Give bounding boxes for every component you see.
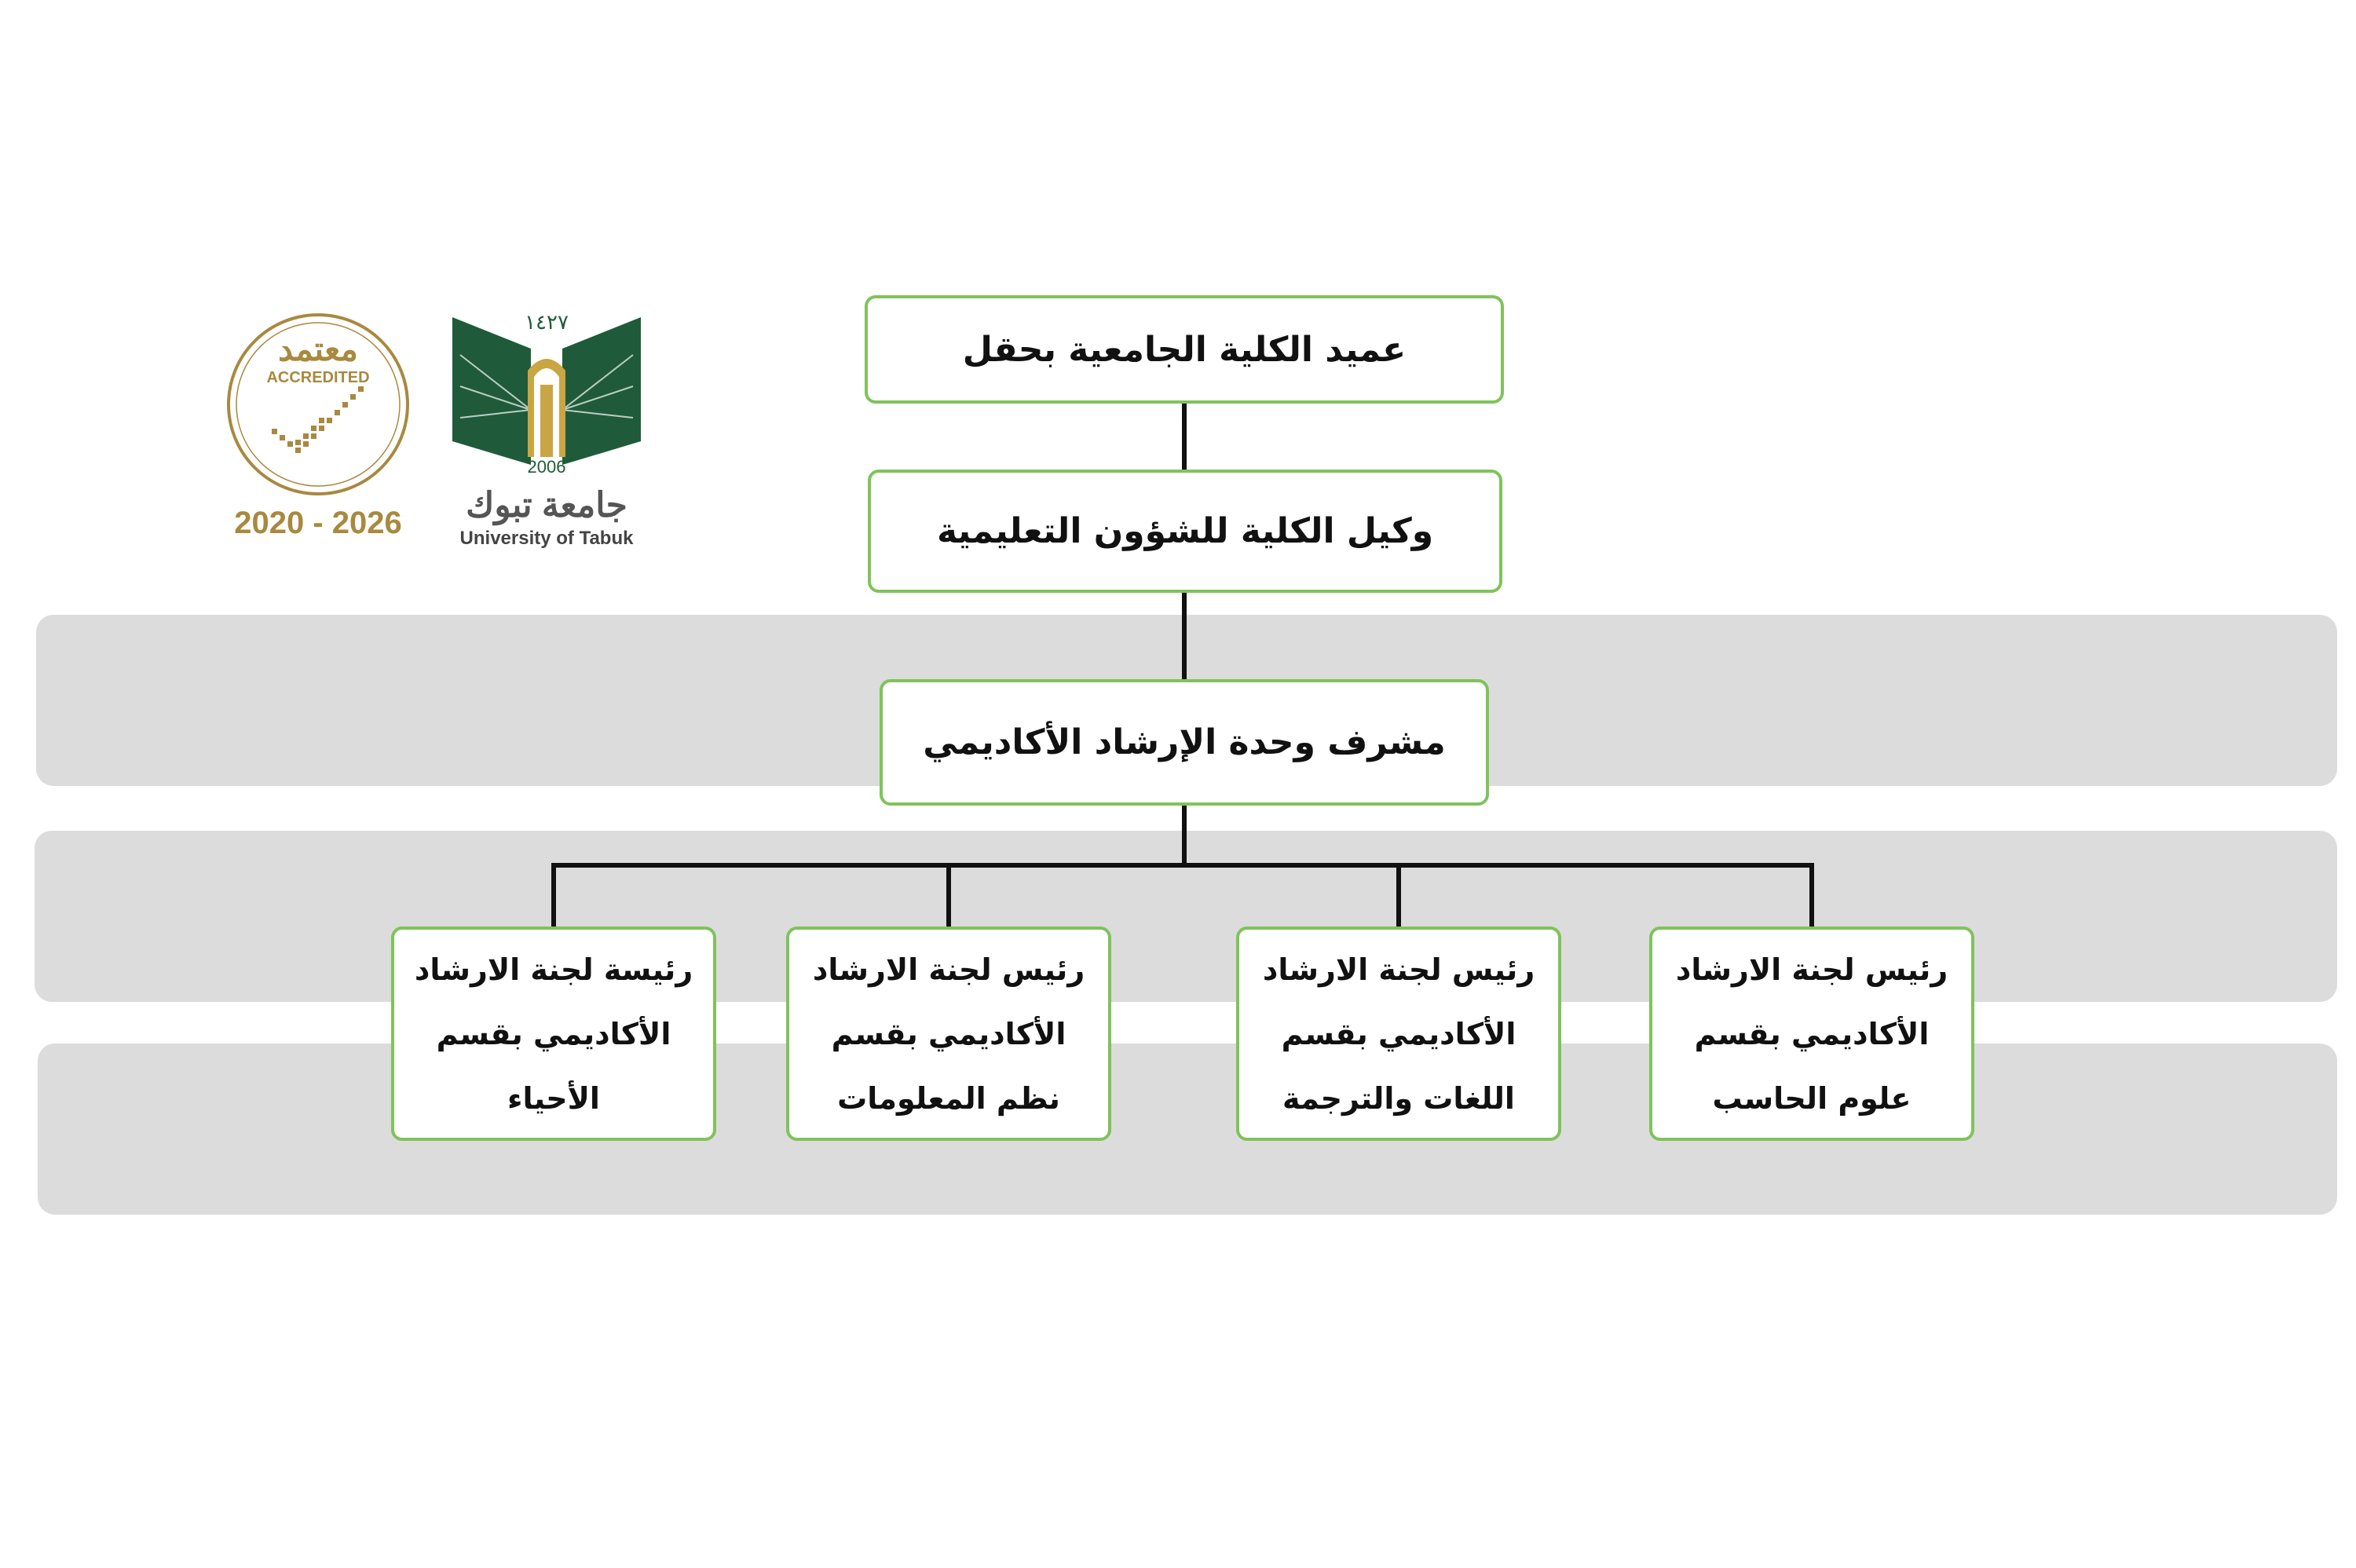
university-year-gregorian: 2006 (527, 457, 566, 477)
vice-dean-node (868, 470, 1502, 593)
committee-label: رئيس لجنة الارشاد الأكاديمي بقسم نظم المعلومات (812, 952, 1085, 1116)
committee-node-biology (391, 927, 716, 1141)
university-year-hijri: ١٤٢٧ (525, 310, 569, 334)
dean-node (865, 295, 1504, 404)
university-name-en: University of Tabuk (459, 528, 634, 549)
accreditation-years: 2020 - 2026 (234, 506, 402, 540)
committee-label: رئيس لجنة الارشاد الأكاديمي بقسم علوم الحاسب (1675, 952, 1948, 1116)
committee-node-languages (1236, 927, 1561, 1141)
dean-label: عميد الكلية الجامعية بحقل (962, 329, 1407, 370)
committee-node-computer-science (1649, 927, 1974, 1141)
university-name-ar: جامعة تبوك (466, 486, 627, 524)
supervisor-node (880, 679, 1489, 806)
accreditation-title-ar: معتمد (278, 331, 358, 367)
committee-label: رئيسة لجنة الارشاد الأكاديمي بقسم الأحياء (414, 952, 693, 1116)
committee-node-information-systems (786, 927, 1111, 1141)
committee-label: رئيس لجنة الارشاد الأكاديمي بقسم اللغات والترجمة (1262, 952, 1535, 1116)
vice-dean-label: وكيل الكلية للشؤون التعليمية (936, 511, 1434, 551)
supervisor-label: مشرف وحدة الإرشاد الأكاديمي (923, 722, 1446, 762)
accreditation-title-en: ACCREDITED (266, 369, 370, 386)
